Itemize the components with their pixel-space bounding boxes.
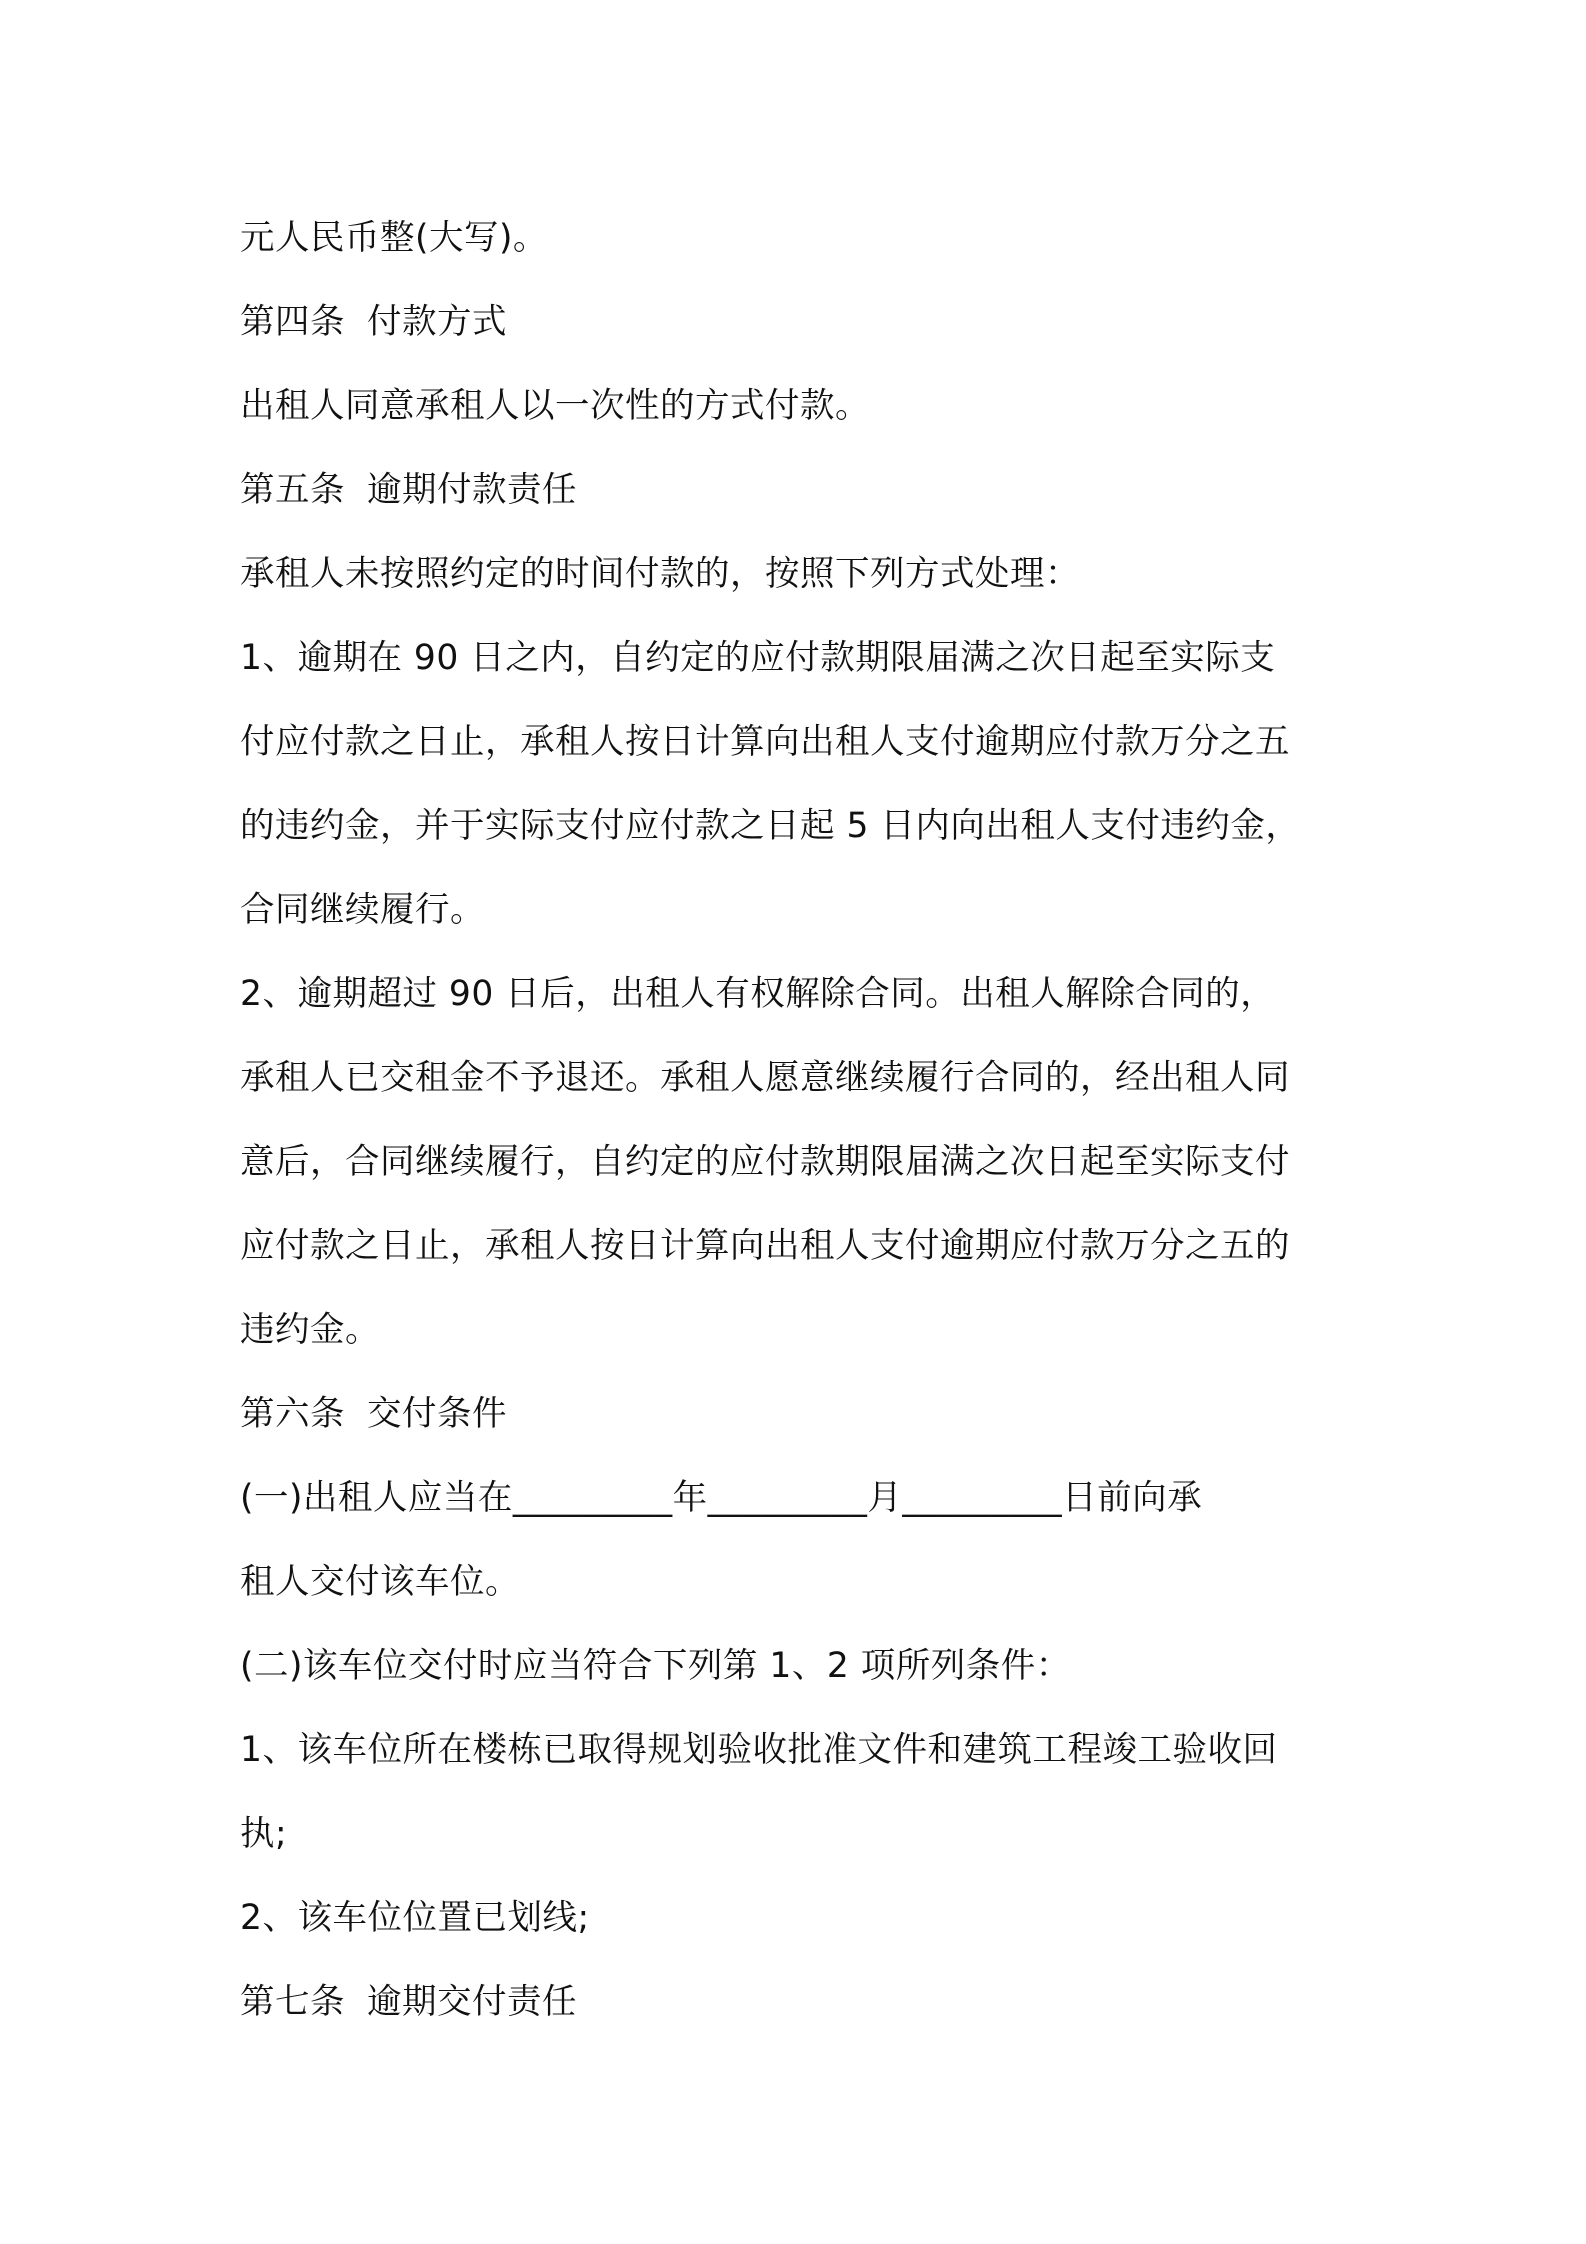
paragraph-line: (一)出租人应当在_________年_________月_________日前向承: [240, 1478, 1203, 1518]
article-title: 交付条件: [367, 1394, 507, 1434]
paragraph-line: 的违约金，并于实际支付应付款之日起 5 日内向出租人支付违约金，: [240, 806, 1301, 846]
paragraph-line: 出租人同意承租人以一次性的方式付款。: [240, 386, 870, 426]
paragraph-line: 付应付款之日止，承租人按日计算向出租人支付逾期应付款万分之五: [240, 722, 1290, 762]
article-title: 付款方式: [367, 302, 507, 342]
paragraph-line: 2、逾期超过 90 日后，出租人有权解除合同。出租人解除合同的，: [240, 974, 1276, 1014]
paragraph-line: 应付款之日止，承租人按日计算向出租人支付逾期应付款万分之五的: [240, 1226, 1290, 1266]
paragraph-line: (二)该车位交付时应当符合下列第 1、2 项所列条件：: [240, 1646, 1071, 1686]
article-title: 逾期交付责任: [367, 1982, 577, 2022]
article-heading: [240, 280, 1350, 364]
paragraph-line: 执;: [240, 1814, 288, 1854]
paragraph-line: 1、逾期在 90 日之内，自约定的应付款期限届满之次日起至实际支: [240, 638, 1276, 678]
article-heading: [240, 1372, 1350, 1456]
article-heading: [240, 448, 1350, 532]
document-body: [240, 196, 1350, 2044]
article-number: 第六条: [240, 1394, 345, 1434]
paragraph-line: 承租人未按照约定的时间付款的，按照下列方式处理：: [240, 554, 1080, 594]
article-number: 第五条: [240, 470, 345, 510]
article-number: 第四条: [240, 302, 345, 342]
paragraph-line: 1、该车位所在楼栋已取得规划验收批准文件和建筑工程竣工验收回: [240, 1730, 1278, 1770]
paragraph-line: 承租人已交租金不予退还。承租人愿意继续履行合同的，经出租人同: [240, 1058, 1290, 1098]
article-title: 逾期付款责任: [367, 470, 577, 510]
paragraph-line: 意后，合同继续履行，自约定的应付款期限届满之次日起至实际支付: [240, 1142, 1290, 1182]
article-heading: [240, 1960, 1350, 2044]
paragraph-line: 租人交付该车位。: [240, 1562, 520, 1602]
paragraph-line: 2、该车位位置已划线;: [240, 1898, 590, 1938]
article-number: 第七条: [240, 1982, 345, 2022]
paragraph-line: 合同继续履行。: [240, 890, 485, 930]
paragraph-line: 违约金。: [240, 1310, 380, 1350]
paragraph-line: 元人民币整(大写)。: [240, 218, 548, 258]
